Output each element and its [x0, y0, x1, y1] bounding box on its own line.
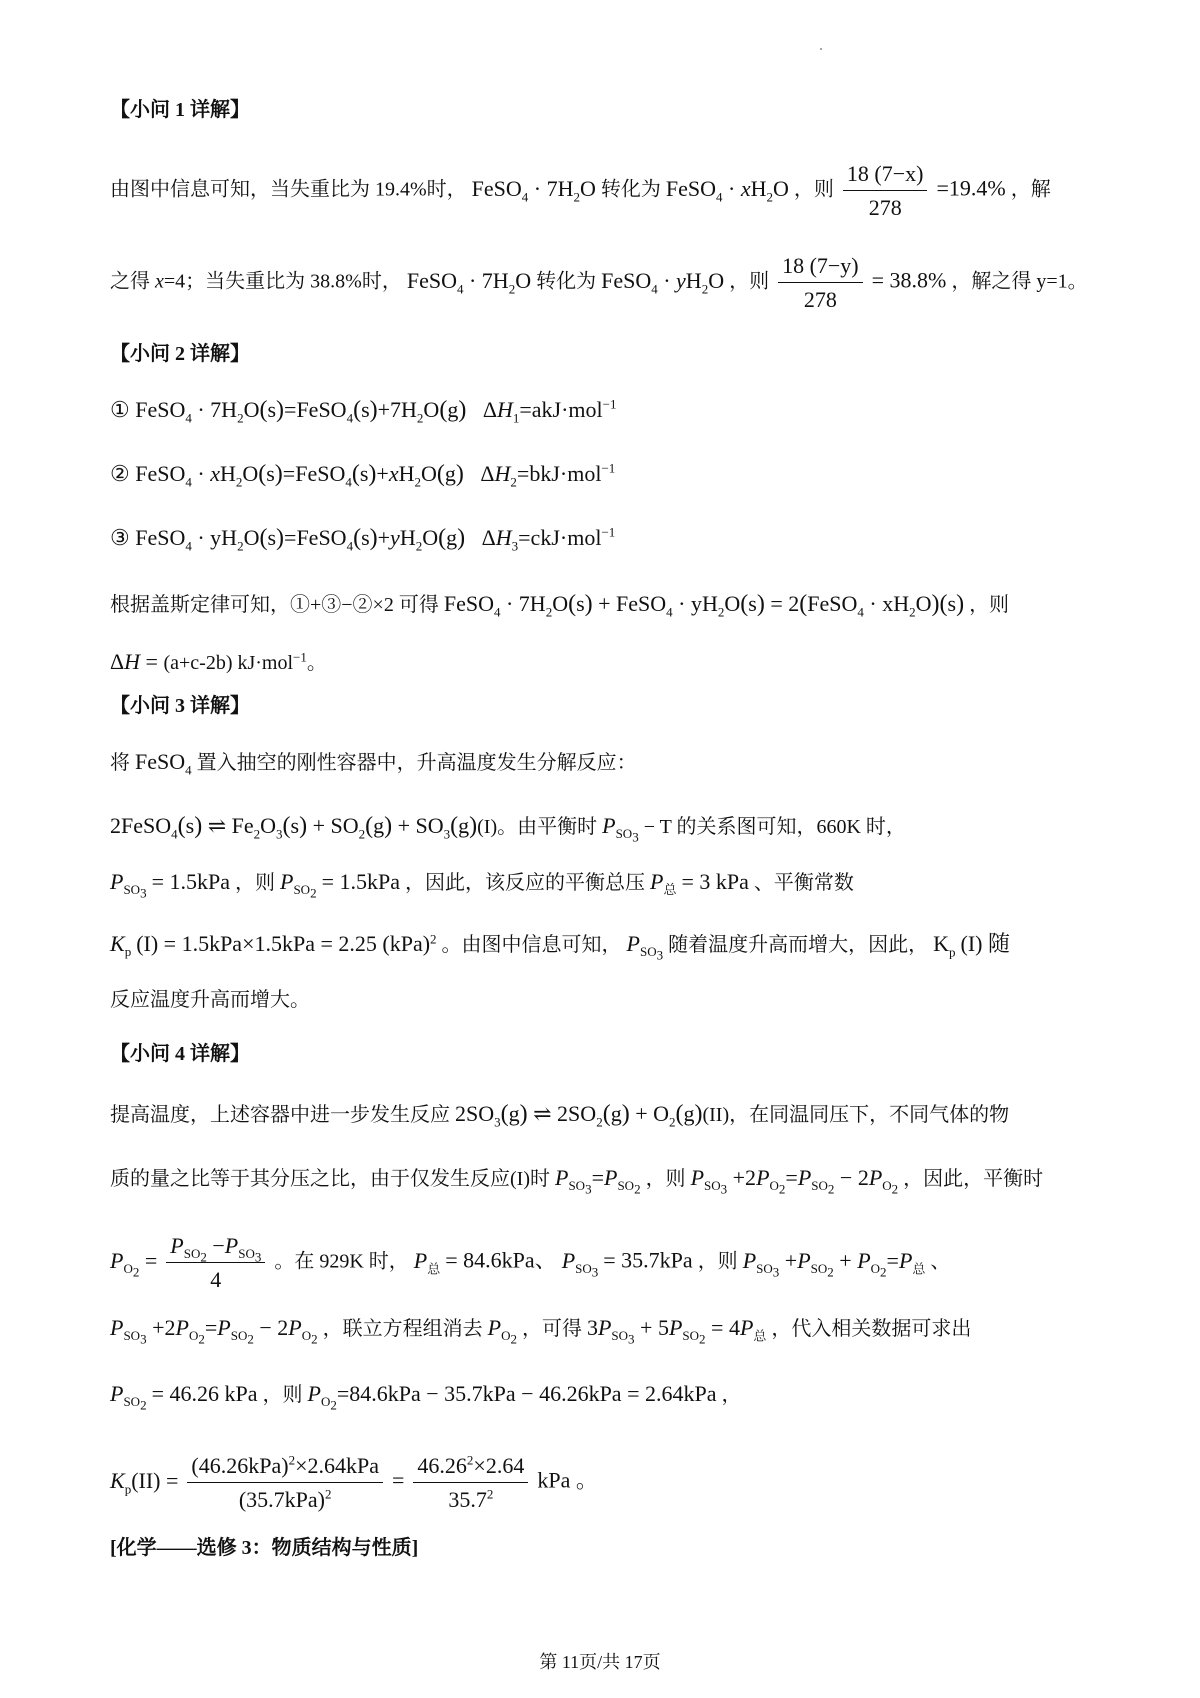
q1-line1: 由图中信息可知，当失重比为 19.4%时， FeSO$_4$ · $7H_2O$ 转化为 FeSO$_4$ · $xH_2O$ ，则 $\frac{18 (7-x)}{278}$ =19.4% ，解	[110, 161, 1051, 220]
q1-heading: 【小问 1 详解】	[110, 99, 250, 121]
q3-line3: $P_{SO_3} = 1.5kPa$ ，则 $P_{SO_2} = 1.5kPa$ ，因此，该反应的平衡总压 $P_总 = 3$ kPa 、平衡常数	[110, 869, 854, 901]
q2-equation-1: ① FeSO$_4$ · $7H_2O(s)=FeSO_4(s)+7H_2O(g)$ $\Delta H_1=akJ\cdot mol^{-1}$	[110, 396, 617, 426]
fraction-2: $\frac{18 (7-y)}{278}$	[778, 252, 863, 314]
fraction-1: $\frac{18 (7-x)}{278}$	[843, 160, 928, 222]
q2-hess-law: 根据盖斯定律可知，①+③−②×2 可得 FeSO$_4$ · $7H_2O(s)$ + FeSO$_4$ · $yH_2O(s)$ = 2(FeSO$_4$ · $xH_2O)(s)$ ，则	[110, 591, 1010, 620]
q4-line5: $P_{SO_2} = 46.26$ kPa ，则 $P_{O_2}=84.6kPa - 35.7kPa - 46.26kPa = 2.64kPa$ ，	[110, 1381, 742, 1413]
section-title: [化学——选修 3：物质结构与性质]	[110, 1537, 419, 1559]
q2-delta-h-result: ΔH = (a+c-2b) kJ·mol$^{-1}$。	[110, 649, 327, 674]
q1-line2: 之得 x=4；当失重比为 38.8%时， FeSO$_4$ · $7H_2O$ 转化为 FeSO$_4$ · $yH_2O$ ，则 $\frac{18 (7-y)}{278}$ = 38.8% ，解之得 y=1。	[110, 253, 1088, 312]
page-footer: 第 11页/共 17页	[539, 1652, 661, 1672]
fraction-kp-1: $\frac{(46.26kPa)^2\times 2.64kPa}{(35.7kPa)^2}$	[187, 1452, 383, 1514]
q4-line4: $P_{SO_3} +2P_{O_2}=P_{SO_2} - 2P_{O_2}$ ，联立方程组消去 $P_{O_2}$ ，可得 $3P_{SO_3} + 5P_{SO_2} = 4P_总$ ，代入相关数据可求出	[110, 1315, 972, 1347]
q4-kp-expression: $K_p(II)$ = $\frac{(46.26kPa)^2\times 2.64kPa}{(35.7kPa)^2}$ = $\frac{46.26^2\times 2.64}{35.7^2}$ kPa 。	[110, 1452, 598, 1512]
formula-feso4-xh2o: FeSO$_4$ · $xH_2O$	[665, 175, 789, 204]
q4-line1: 提高温度，上述容器中进一步发生反应 $2SO_3(g)$ ⇌ $2SO_2(g) + O_2(g)(II)$，在同温同压下，不同气体的物	[110, 1101, 1010, 1130]
q2-equation-3: ③ FeSO$_4$ · $yH_2O(s)=FeSO_4(s)+yH_2O(g)$ $\Delta H_3=ckJ\cdot mol^{-1}$	[110, 524, 616, 554]
q2-heading: 【小问 2 详解】	[110, 343, 250, 365]
q3-heading: 【小问 3 详解】	[110, 695, 250, 717]
q2-equation-2: ② FeSO$_4$ · $xH_2O(s)=FeSO_4(s)+xH_2O(g)$ $\Delta H_2=bkJ\cdot mol^{-1}$	[110, 460, 616, 490]
q3-line5: 反应温度升高而增大。	[110, 989, 310, 1011]
decorative-dot	[820, 48, 822, 50]
formula-feso4-7h2o: FeSO$_4$ · $7H_2O$	[471, 175, 596, 204]
q3-line2: 2FeSO$_4$(s) ⇌ $Fe_2O_3(s) + SO_2(g) + SO_3(g)(I)$。由平衡时 $P_{SO_3} - T$ 的关系图可知，660K 时，	[110, 813, 906, 845]
fraction-po2: $\frac{P_{SO_2} -P_{SO_3}}{4}$	[166, 1232, 265, 1294]
q3-line4: $K_p$ (I) = 1.5kPa×1.5kPa = 2.25 (kPa)$^2$ 。由图中信息可知， $P_{SO_3}$ 随着温度升高而增大，因此， $K_p$ (I) 随	[110, 931, 1010, 963]
q4-heading: 【小问 4 详解】	[110, 1043, 250, 1065]
q4-line2: 质的量之比等于其分压之比，由于仅发生反应(I)时 $P_{SO_3}=P_{SO_2}$ ，则 $P_{SO_3} +2P_{O_2}=P_{SO_2} - 2P_{O_2}$ ，因此，平衡时	[110, 1165, 1044, 1197]
q4-line3: $P_{O_2}$ = $\frac{P_{SO_2} -P_{SO_3}}{4}$ 。在 929K 时， $P_总 = 84.6kPa$、 $P_{SO_3} = 35.7kPa$ ，则 $P_{SO_3} +P_{SO_2} + P_{O_2}=P_总$ 、	[110, 1233, 951, 1292]
q3-line1: 将 FeSO$_4$ 置入抽空的刚性容器中，升高温度发生分解反应：	[110, 749, 637, 778]
fraction-kp-2: $\frac{46.26^2\times 2.64}{35.7^2}$	[413, 1452, 528, 1514]
